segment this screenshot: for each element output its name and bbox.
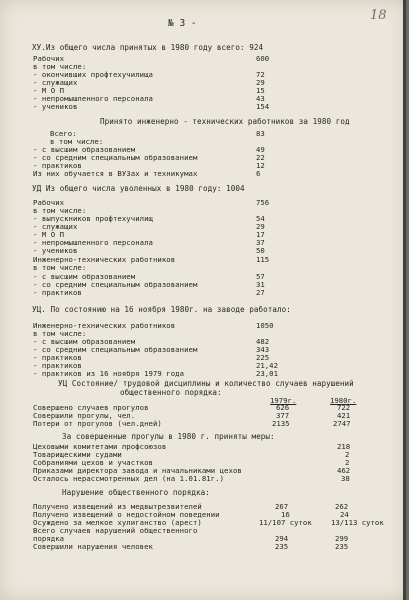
dismissed-item-value: 17 — [256, 230, 265, 239]
order-row-1979: 235 — [275, 542, 289, 551]
headcount-itr-value: 1050 — [256, 321, 274, 330]
page-number: № 3 - — [168, 18, 197, 29]
hired-itr-item-label: - с высшим образованием — [33, 145, 136, 154]
order-row-label: Получено извещений из медвытрезвителей — [33, 502, 202, 511]
headcount-item-label: - с высшим образованием — [33, 337, 136, 346]
dismissed-itr-value: 115 — [256, 255, 270, 264]
discipline-row-label: Совершено случаев прогулов — [33, 403, 149, 412]
order-row-label: Совершили нарушения человек — [33, 542, 153, 551]
order-row-1980: 299 — [335, 534, 349, 543]
order-row-1979: 16 — [281, 510, 290, 519]
hired-itr-incl-label: в том числе: — [50, 137, 104, 146]
dismissed-itr-label: Инженерно-технических работников — [33, 255, 176, 264]
discipline-row-label: Совершили прогулы, чел. — [33, 411, 136, 420]
measure-label: Осталось нерассмотренных дел (на 1.01.81г.) — [33, 474, 225, 483]
discipline-row-label: Потери от прогулов (чел.дней) — [33, 419, 162, 428]
column-header-1979: 1979г. — [270, 396, 297, 405]
archive-sheet-number: 18 — [370, 8, 387, 23]
headcount-item-value: 21,42 — [256, 361, 278, 370]
discipline-row-1980: 421 — [337, 411, 351, 420]
dismissed-item-label: - непромышленного персонала — [33, 238, 153, 247]
dismissed-workers-value: 756 — [256, 198, 270, 207]
dismissed-workers-label: Рабочих — [33, 198, 65, 207]
section-dismissed-title: УД Из общего числа уволенных в 1980 году: 1004 — [32, 184, 245, 193]
section-discipline-subtitle: общественного порядка: — [120, 388, 222, 397]
hired-itr-title: Принято инженерно - технических работников за 1980 год — [100, 117, 350, 126]
headcount-item-label: - практиков из 16 ноября 1979 года — [33, 369, 185, 378]
hired-itr-item-value: 49 — [256, 145, 265, 154]
hired-itr-item-value: 22 — [256, 153, 265, 162]
hired-item-label: - окончивших профтехучилища — [33, 70, 153, 79]
headcount-item-value: 225 — [256, 353, 270, 362]
order-row-1980: 235 — [335, 542, 349, 551]
discipline-row-1980: 722 — [337, 403, 351, 412]
discipline-row-1979: 2135 — [272, 419, 290, 428]
dismissed-item-label: - учеников — [33, 246, 78, 255]
hired-item-value: 72 — [256, 70, 265, 79]
measure-value: 2 — [345, 458, 350, 467]
order-row-label: Всего случаев нарушений общественного — [33, 526, 198, 535]
dismissed-item-label: - М О П — [33, 230, 65, 239]
measure-label: Цеховыми комитетами профсоюзов — [33, 442, 167, 451]
order-row-label: порядка — [33, 534, 65, 543]
dismissed-item-value: 50 — [256, 246, 265, 255]
order-row-label: Осуждено за мелкое хулиганство (арест) — [33, 518, 202, 527]
headcount-incl-label: в том числе: — [33, 329, 87, 338]
order-row-1980: 262 — [335, 502, 349, 511]
hired-incl-label: в том числе: — [33, 62, 87, 71]
order-row-1979: 11/107 суток — [259, 518, 312, 527]
hired-itr-total-label: Всего: — [50, 129, 77, 138]
hired-itr-item-label: - со средним специальным образованием — [33, 153, 198, 162]
measure-label: Приказами директора завода и начальниками цехов — [33, 466, 242, 475]
hired-workers-label: Рабочих — [33, 54, 65, 63]
order-row-1979: 267 — [275, 502, 289, 511]
dismissed-itr-item-label: - с высшим образованием — [33, 272, 136, 281]
headcount-itr-label: Инженерно-технических работников — [33, 321, 176, 330]
measure-label: Собраниями цехов и участков — [33, 458, 153, 467]
hired-item-label: - М О П — [33, 86, 65, 95]
dismissed-item-label: - выпускников профтехучилищ — [33, 214, 153, 223]
order-row-1980: 24 — [340, 510, 349, 519]
section-headcount-title: УЦ. По состоянию на 16 ноября 1980г. на заводе работало: — [32, 305, 291, 314]
order-row-1980: 13/113 суток — [331, 518, 384, 527]
order-row-label: Получено извещений о недостойном поведении — [33, 510, 220, 519]
hired-item-value: 15 — [256, 86, 265, 95]
hired-itr-item-value: 12 — [256, 161, 265, 170]
dismissed-itr-item-label: - практиков — [33, 288, 82, 297]
measures-title: За совершенные прогулы в 1980 г. приняты меры: — [62, 432, 275, 441]
column-header-1980: 1980г. — [330, 396, 357, 405]
headcount-item-label: - со средним специальным образованием — [33, 345, 198, 354]
order-row-1979: 294 — [275, 534, 289, 543]
hired-workers-value: 600 — [256, 54, 270, 63]
dismissed-item-value: 29 — [256, 222, 265, 231]
hired-item-label: - служащих — [33, 78, 78, 87]
measure-value: 38 — [341, 474, 350, 483]
dismissed-itr-item-label: - со средним специальным образованием — [33, 280, 198, 289]
headcount-item-label: - практиков — [33, 361, 82, 370]
hired-item-label: - учеников — [33, 102, 78, 111]
discipline-row-1979: 626 — [276, 403, 290, 412]
headcount-item-value: 23,01 — [256, 369, 278, 378]
hired-item-value: 154 — [256, 102, 270, 111]
dismissed-item-value: 37 — [256, 238, 265, 247]
dismissed-item-label: - служащих — [33, 222, 78, 231]
headcount-item-label: - практиков — [33, 353, 82, 362]
section-hired-title: ХУ.Из общего числа принятых в 1980 году всего: 924 — [32, 43, 264, 52]
dismissed-itr-item-value: 57 — [256, 272, 265, 281]
measure-value: 218 — [337, 442, 351, 451]
dismissed-incl-label: в том числе: — [33, 206, 87, 215]
hired-item-value: 29 — [256, 78, 265, 87]
dismissed-item-value: 54 — [256, 214, 265, 223]
section-discipline-title: УЦ Состояние/ трудовой дисциплины и количество случаев нарушений — [58, 379, 354, 388]
headcount-item-value: 482 — [256, 337, 270, 346]
hired-itr-total-value: 83 — [256, 129, 265, 138]
dismissed-itr-item-value: 27 — [256, 288, 265, 297]
public-order-title: Нарушение общественного порядка: — [62, 488, 210, 497]
discipline-row-1980: 2747 — [333, 419, 351, 428]
dismissed-itr-item-value: 31 — [256, 280, 265, 289]
hired-item-value: 43 — [256, 94, 265, 103]
measure-label: Товарищескими судами — [33, 450, 122, 459]
discipline-row-1979: 377 — [276, 411, 290, 420]
dismissed-itr-incl-label: в том числе: — [33, 263, 87, 272]
page-edge — [403, 0, 406, 600]
hired-itr-study-label: Из них обучается в ВУЗах и техникумах — [33, 169, 198, 178]
headcount-item-value: 343 — [256, 345, 270, 354]
hired-item-label: - непромышленного персонала — [33, 94, 153, 103]
hired-itr-item-label: - практиков — [33, 161, 82, 170]
measure-value: 2 — [345, 450, 350, 459]
hired-itr-study-value: 6 — [256, 169, 261, 178]
measure-value: 462 — [337, 466, 351, 475]
